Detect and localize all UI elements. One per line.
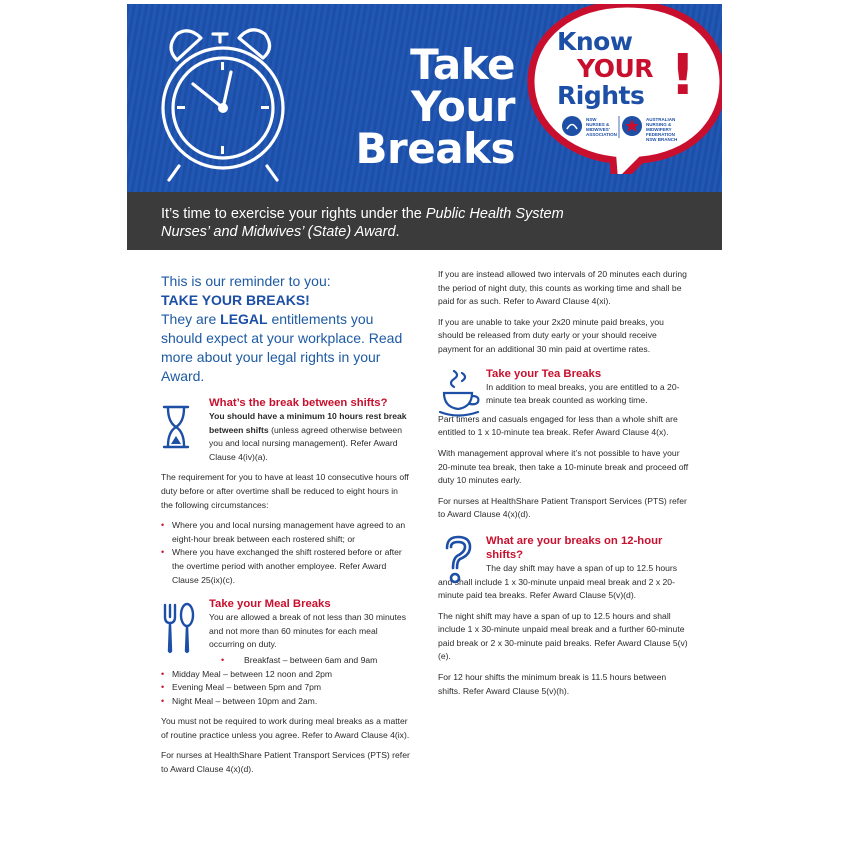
- meal-breaks-para-2: For nurses at HealthShare Patient Transport Services (PTS) refer to Award Clause 4(x)(d).: [161, 750, 410, 775]
- intro-legal: LEGAL: [220, 311, 268, 327]
- banner-text-end: .: [395, 224, 400, 240]
- hero-title-line-3: Breaks: [355, 124, 515, 173]
- question-mark-icon: [442, 534, 474, 586]
- hero-title: [305, 40, 515, 173]
- list-item: • Where you have exchanged the shift rostered before or after the overtime period with another employee. Refer Award Clause 25(ix)(c).: [161, 546, 411, 587]
- know-your-rights-badge: [557, 28, 653, 109]
- reminder-intro: [161, 272, 411, 386]
- tea-breaks-lead: In addition to meal breaks, you are entitled to a 20-minute tea break counted as working time.: [486, 381, 680, 406]
- tea-breaks-para-1: Part timers and casuals engaged for less than a whole shift are entitled to 1 x 10-minute tea break. Refer Award Clause 4(x).: [438, 413, 678, 438]
- section-between-shifts: [161, 396, 411, 587]
- anmf-logo-text: AUSTRALIAN NURSING & MIDWIFERY FEDERATION NSW BRANCH: [646, 117, 678, 142]
- list-item: • Midday Meal – between 12 noon and 2pm: [161, 668, 411, 682]
- intro-line-3a: They are: [161, 311, 221, 327]
- hourglass-icon: [161, 404, 191, 450]
- meal-breaks-lead: You are allowed a break of not less than 30 minutes and not more than 60 minutes for each meal occurring on duty.: [209, 612, 406, 650]
- tea-breaks-para-3: For nurses at HealthShare Patient Transport Services (PTS) refer to Award Clause 4(x)(d).: [438, 495, 687, 520]
- list-item: • Where you and local nursing management have agreed to an eight-hour break between each rostered shift; or: [161, 519, 411, 546]
- tea-breaks-para-2: With management approval where it’s not possible to have your 20-minute tea break, then take a 10-minute break and proceed off duty 10 minutes early.: [438, 447, 689, 486]
- hero-header: [127, 4, 722, 192]
- list-item: • Evening Meal – between 5pm and 7pm: [161, 681, 411, 695]
- exclamation-mark: !: [670, 43, 696, 108]
- hero-title-line-1: Take: [410, 40, 515, 89]
- banner-award-name: Public Health System Nurses’ and Midwives’ (State) Award: [161, 206, 564, 240]
- twelve-hour-para-2: For 12 hour shifts the minimum break is 11.5 hours between shifts. Refer Award Clause 5(v)(h).: [438, 672, 667, 696]
- left-column: [161, 272, 411, 784]
- section-tea-breaks: [438, 367, 690, 522]
- association-logos: [561, 114, 681, 140]
- badge-line-your: YOUR: [577, 54, 654, 83]
- list-item: • Night Meal – between 10pm and 2am.: [161, 695, 411, 709]
- badge-line-rights: Rights: [557, 81, 645, 110]
- intro-banner: [127, 192, 722, 250]
- right-column: [438, 268, 690, 705]
- banner-text-plain: It’s time to exercise your rights under the: [161, 206, 426, 222]
- between-shifts-lead-bold: You should have a minimum 10 hours rest break between shifts: [209, 411, 407, 435]
- intro-line-1: This is our reminder to you:: [161, 273, 331, 289]
- twelve-hour-heading: What are your breaks on 12-hour shifts?: [486, 534, 663, 561]
- cutlery-icon: [161, 601, 197, 655]
- section-meal-breaks: [161, 597, 411, 777]
- hero-title-line-2: Your: [410, 82, 515, 131]
- flyer-page: [127, 4, 722, 844]
- night-duty-para: If you are instead allowed two intervals of 20 minutes each during the period of night duty, this counts as working time and shall be paid for as such. Refer to Award Clause 4(xi).: [438, 269, 687, 307]
- twelve-hour-lead: The day shift may have a span of up to 12.5 hours and shall include 1 x 30-minute unpaid meal break and 2 x 20-minute paid tea breaks. Refer Award Clause 5(v)(d).: [438, 562, 678, 601]
- between-shifts-heading: What’s the break between shifts?: [209, 397, 388, 409]
- teacup-icon: [438, 367, 482, 419]
- section-12-hour-shifts: [438, 534, 690, 698]
- meal-breaks-para-1: You must not be required to work during meal breaks as a matter of routine practice unless you agree. Refer to Award Clause 4(ix).: [161, 716, 410, 740]
- tea-breaks-heading: Take your Tea Breaks: [486, 367, 602, 380]
- nswnma-logo-text: NSW NURSES & MIDWIVES' ASSOCIATION: [586, 117, 617, 137]
- between-shifts-list: [161, 519, 411, 587]
- intro-line-3c: entitlements you should expect at your workplace. Read more about your legal rights in your Award.: [161, 311, 403, 384]
- intro-line-2: TAKE YOUR BREAKS!: [161, 292, 310, 308]
- list-item: • Breakfast – between 6am and 9am: [221, 654, 411, 668]
- between-shifts-para: The requirement for you to have at least 10 consecutive hours off duty before or after overtime shall be reduced to eight hours in the following circumstances:: [161, 472, 409, 510]
- twelve-hour-para-1: The night shift may have a span of up to 12.5 hours and shall include 1 x 30-minute unpaid meal break and a further 60-minute paid break or 2 x 30-minute paid breaks. Refer Award Clause 5(v)(e).: [438, 610, 688, 662]
- between-shifts-lead-rest: (unless agreed otherwise between you and local nursing management). Refer Award Clause 4(iv)(a).: [209, 424, 402, 462]
- meal-times-list-first: [221, 654, 411, 668]
- meal-breaks-heading: Take your Meal Breaks: [209, 598, 331, 611]
- banner-text: [161, 205, 581, 241]
- badge-line-know: Know: [557, 27, 633, 56]
- meal-times-list: [161, 668, 411, 709]
- between-shifts-lead: [209, 410, 411, 464]
- alarm-clock-icon: [155, 20, 295, 185]
- unable-breaks-para: If you are unable to take your 2x20 minute paid breaks, you should be released from duty early or your should receive payment for an additional 30 min paid at overtime rates.: [438, 316, 664, 354]
